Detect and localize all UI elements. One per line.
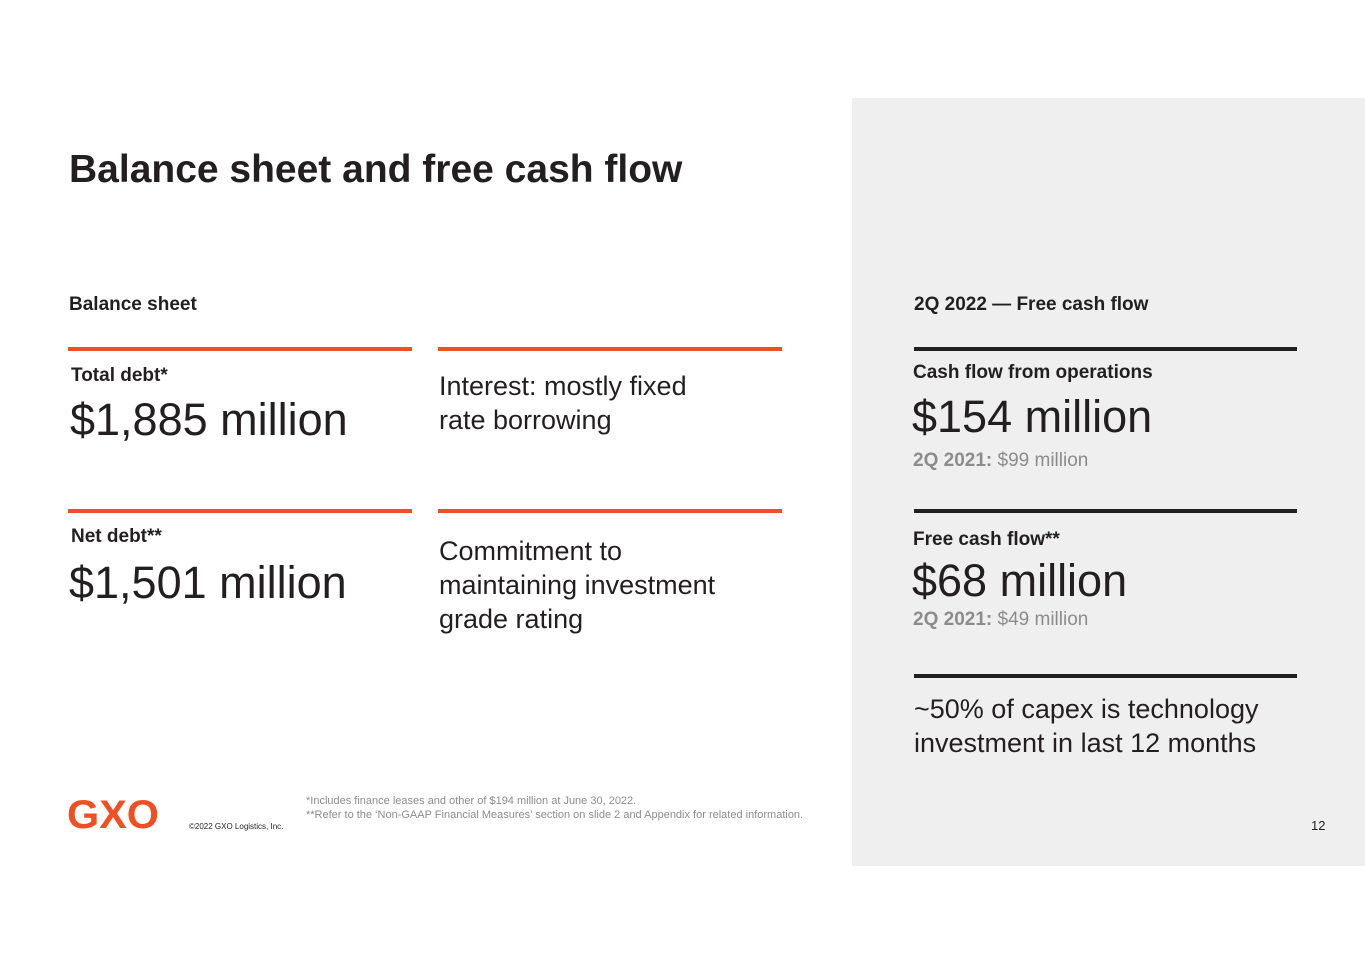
prior-value: $99 million: [997, 450, 1089, 471]
interest-note: [439, 369, 799, 437]
interest-note-line: Interest: mostly fixed: [439, 371, 687, 401]
divider: [914, 674, 1297, 678]
prior-value: $49 million: [997, 609, 1089, 630]
logo-text: GXO: [67, 795, 159, 831]
cash-flow-operations-label: Cash flow from operations: [913, 362, 1153, 383]
free-cash-flow-label: Free cash flow**: [913, 529, 1060, 550]
gxo-logo-mark: [67, 795, 161, 831]
net-debt-value: $1,501 million: [69, 557, 347, 608]
footnotes: [306, 794, 803, 822]
total-debt-label: Total debt*: [71, 365, 168, 386]
prior-label: 2Q 2021:: [913, 609, 993, 630]
divider: [914, 509, 1297, 513]
footnote-line: *Includes finance leases and other of $194 million at June 30, 2022.: [306, 795, 637, 807]
cash-flow-operations-prior: [913, 450, 1088, 472]
free-cash-flow-value: $68 million: [912, 555, 1128, 606]
capex-note: [914, 692, 1334, 760]
free-cash-flow-prior: [913, 609, 1088, 631]
total-debt-value: $1,885 million: [70, 394, 348, 445]
prior-label: 2Q 2021:: [913, 450, 993, 471]
commitment-note-line: Commitment to: [439, 536, 623, 566]
divider: [438, 347, 782, 351]
page-title: Balance sheet and free cash flow: [69, 148, 683, 191]
gxo-logo: [67, 795, 161, 836]
page-number: 12: [1311, 818, 1326, 833]
interest-note-line: rate borrowing: [439, 405, 612, 435]
divider: [68, 347, 412, 351]
capex-note-line: investment in last 12 months: [914, 728, 1257, 758]
commitment-note: [439, 534, 819, 636]
divider: [914, 347, 1297, 351]
net-debt-label: Net debt**: [71, 526, 162, 547]
capex-note-line: ~50% of capex is technology: [914, 694, 1259, 724]
balance-sheet-heading: Balance sheet: [69, 294, 197, 315]
divider: [68, 509, 412, 513]
footnote-line: **Refer to the ‘Non-GAAP Financial Measures’ section on slide 2 and Appendix for related information.: [306, 809, 804, 821]
divider: [438, 509, 782, 513]
commitment-note-line: maintaining investment: [439, 570, 716, 600]
cash-flow-operations-value: $154 million: [912, 391, 1153, 442]
copyright: ©2022 GXO Logistics, Inc.: [189, 822, 284, 831]
commitment-note-line: grade rating: [439, 604, 584, 634]
free-cash-flow-heading: 2Q 2022 — Free cash flow: [914, 294, 1149, 315]
